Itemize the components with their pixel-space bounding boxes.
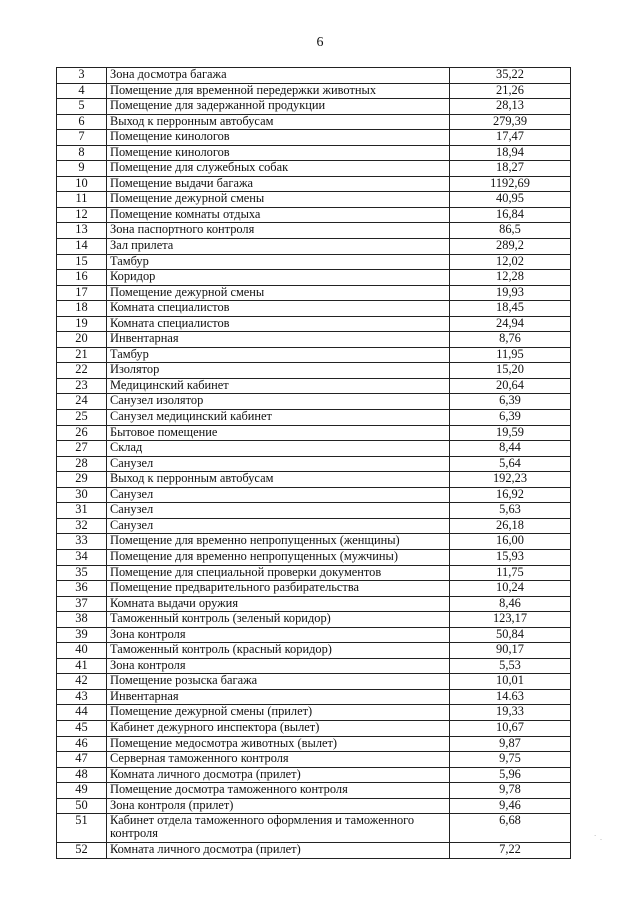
area-value-cell: 86,5 (450, 223, 571, 239)
area-value-cell: 9,78 (450, 783, 571, 799)
table-row (57, 643, 571, 659)
table-row (57, 425, 571, 441)
room-name-cell: Изолятор (107, 363, 450, 379)
row-number-cell: 3 (57, 68, 107, 84)
area-value-cell: 9,87 (450, 736, 571, 752)
area-value-cell: 6,39 (450, 410, 571, 426)
room-name-cell: Комната специалистов (107, 316, 450, 332)
room-name-cell: Помещение для специальной проверки документов (107, 565, 450, 581)
room-name-cell: Зона контроля (107, 627, 450, 643)
table-row (57, 627, 571, 643)
room-name-cell: Зал прилета (107, 239, 450, 255)
row-number-cell: 8 (57, 145, 107, 161)
row-number-cell: 37 (57, 596, 107, 612)
area-value-cell: 6,39 (450, 394, 571, 410)
row-number-cell: 4 (57, 83, 107, 99)
rooms-table (56, 67, 571, 859)
table-row (57, 161, 571, 177)
table-row (57, 612, 571, 628)
area-value-cell: 6,68 (450, 814, 571, 843)
room-name-cell: Инвентарная (107, 332, 450, 348)
row-number-cell: 22 (57, 363, 107, 379)
room-name-cell: Медицинский кабинет (107, 378, 450, 394)
table-row (57, 347, 571, 363)
table-row (57, 674, 571, 690)
row-number-cell: 19 (57, 316, 107, 332)
room-name-cell: Комната личного досмотра (прилет) (107, 767, 450, 783)
table-row (57, 394, 571, 410)
area-value-cell: 17,47 (450, 130, 571, 146)
row-number-cell: 13 (57, 223, 107, 239)
table-row (57, 441, 571, 457)
area-value-cell: 16,00 (450, 534, 571, 550)
row-number-cell: 14 (57, 239, 107, 255)
area-value-cell: 11,75 (450, 565, 571, 581)
table-row (57, 301, 571, 317)
area-value-cell: 10,01 (450, 674, 571, 690)
row-number-cell: 48 (57, 767, 107, 783)
row-number-cell: 23 (57, 378, 107, 394)
room-name-cell: Коридор (107, 270, 450, 286)
table-row (57, 767, 571, 783)
room-name-cell: Серверная таможенного контроля (107, 752, 450, 768)
row-number-cell: 44 (57, 705, 107, 721)
rooms-table-body (57, 68, 571, 859)
row-number-cell: 46 (57, 736, 107, 752)
area-value-cell: 1192,69 (450, 176, 571, 192)
area-value-cell: 9,46 (450, 798, 571, 814)
area-value-cell: 40,95 (450, 192, 571, 208)
room-name-cell: Санузел (107, 518, 450, 534)
row-number-cell: 29 (57, 472, 107, 488)
table-row (57, 332, 571, 348)
row-number-cell: 31 (57, 503, 107, 519)
table-row (57, 518, 571, 534)
table-row (57, 581, 571, 597)
area-value-cell: 35,22 (450, 68, 571, 84)
row-number-cell: 21 (57, 347, 107, 363)
area-value-cell: 90,17 (450, 643, 571, 659)
room-name-cell: Инвентарная (107, 689, 450, 705)
table-row (57, 843, 571, 859)
area-value-cell: 192,23 (450, 472, 571, 488)
area-value-cell: 15,93 (450, 549, 571, 565)
room-name-cell: Зона контроля (107, 658, 450, 674)
table-row (57, 130, 571, 146)
table-row (57, 503, 571, 519)
room-name-cell: Склад (107, 441, 450, 457)
table-row (57, 456, 571, 472)
room-name-cell: Помещение для служебных собак (107, 161, 450, 177)
area-value-cell: 11,95 (450, 347, 571, 363)
row-number-cell: 9 (57, 161, 107, 177)
table-row (57, 239, 571, 255)
table-row (57, 534, 571, 550)
area-value-cell: 14.63 (450, 689, 571, 705)
table-row (57, 783, 571, 799)
row-number-cell: 30 (57, 487, 107, 503)
row-number-cell: 52 (57, 843, 107, 859)
table-row (57, 285, 571, 301)
row-number-cell: 41 (57, 658, 107, 674)
row-number-cell: 40 (57, 643, 107, 659)
table-row (57, 814, 571, 843)
area-value-cell: 5,96 (450, 767, 571, 783)
row-number-cell: 6 (57, 114, 107, 130)
room-name-cell: Таможенный контроль (зеленый коридор) (107, 612, 450, 628)
table-row (57, 565, 571, 581)
table-row (57, 472, 571, 488)
table-row (57, 316, 571, 332)
row-number-cell: 49 (57, 783, 107, 799)
row-number-cell: 34 (57, 549, 107, 565)
table-row (57, 145, 571, 161)
room-name-cell: Санузел медицинский кабинет (107, 410, 450, 426)
room-name-cell: Помещение комнаты отдыха (107, 207, 450, 223)
table-row (57, 705, 571, 721)
row-number-cell: 47 (57, 752, 107, 768)
row-number-cell: 36 (57, 581, 107, 597)
area-value-cell: 8,76 (450, 332, 571, 348)
room-name-cell: Помещение дежурной смены (107, 192, 450, 208)
room-name-cell: Комната выдачи оружия (107, 596, 450, 612)
area-value-cell: 18,45 (450, 301, 571, 317)
room-name-cell: Помещение выдачи багажа (107, 176, 450, 192)
table-row (57, 596, 571, 612)
table-row (57, 658, 571, 674)
row-number-cell: 43 (57, 689, 107, 705)
row-number-cell: 45 (57, 720, 107, 736)
row-number-cell: 20 (57, 332, 107, 348)
row-number-cell: 28 (57, 456, 107, 472)
room-name-cell: Таможенный контроль (красный коридор) (107, 643, 450, 659)
table-row (57, 68, 571, 84)
table-row (57, 83, 571, 99)
room-name-cell: Зона контроля (прилет) (107, 798, 450, 814)
area-value-cell: 19,59 (450, 425, 571, 441)
area-value-cell: 50,84 (450, 627, 571, 643)
table-row (57, 192, 571, 208)
room-name-cell: Помещение для задержанной продукции (107, 99, 450, 115)
table-row (57, 720, 571, 736)
room-name-cell: Тамбур (107, 347, 450, 363)
area-value-cell: 16,92 (450, 487, 571, 503)
area-value-cell: 26,18 (450, 518, 571, 534)
area-value-cell: 8,44 (450, 441, 571, 457)
row-number-cell: 25 (57, 410, 107, 426)
row-number-cell: 42 (57, 674, 107, 690)
area-value-cell: 19,33 (450, 705, 571, 721)
row-number-cell: 39 (57, 627, 107, 643)
room-name-cell: Выход к перронным автобусам (107, 472, 450, 488)
table-row (57, 410, 571, 426)
room-name-cell: Помещение для временной передержки животных (107, 83, 450, 99)
area-value-cell: 289,2 (450, 239, 571, 255)
room-name-cell: Кабинет отдела таможенного оформления и таможенного контроля (107, 814, 450, 843)
table-row (57, 114, 571, 130)
row-number-cell: 10 (57, 176, 107, 192)
row-number-cell: 5 (57, 99, 107, 115)
row-number-cell: 26 (57, 425, 107, 441)
table-row (57, 254, 571, 270)
table-row (57, 99, 571, 115)
area-value-cell: 28,13 (450, 99, 571, 115)
row-number-cell: 12 (57, 207, 107, 223)
area-value-cell: 24,94 (450, 316, 571, 332)
room-name-cell: Тамбур (107, 254, 450, 270)
area-value-cell: 19,93 (450, 285, 571, 301)
area-value-cell: 279,39 (450, 114, 571, 130)
area-value-cell: 5,64 (450, 456, 571, 472)
area-value-cell: 12,02 (450, 254, 571, 270)
room-name-cell: Помещение кинологов (107, 145, 450, 161)
row-number-cell: 38 (57, 612, 107, 628)
room-name-cell: Санузел (107, 503, 450, 519)
row-number-cell: 27 (57, 441, 107, 457)
table-row (57, 689, 571, 705)
row-number-cell: 16 (57, 270, 107, 286)
room-name-cell: Помещение для временно непропущенных (мужчины) (107, 549, 450, 565)
room-name-cell: Комната специалистов (107, 301, 450, 317)
area-value-cell: 9,75 (450, 752, 571, 768)
room-name-cell: Бытовое помещение (107, 425, 450, 441)
row-number-cell: 32 (57, 518, 107, 534)
page-number: 6 (316, 35, 324, 50)
area-value-cell: 10,24 (450, 581, 571, 597)
table-row (57, 207, 571, 223)
room-name-cell: Выход к перронным автобусам (107, 114, 450, 130)
table-row (57, 378, 571, 394)
table-row (57, 752, 571, 768)
row-number-cell: 18 (57, 301, 107, 317)
area-value-cell: 15,20 (450, 363, 571, 379)
row-number-cell: 15 (57, 254, 107, 270)
area-value-cell: 18,94 (450, 145, 571, 161)
row-number-cell: 11 (57, 192, 107, 208)
row-number-cell: 50 (57, 798, 107, 814)
room-name-cell: Помещение досмотра таможенного контроля (107, 783, 450, 799)
room-name-cell: Зона паспортного контроля (107, 223, 450, 239)
area-value-cell: 10,67 (450, 720, 571, 736)
area-value-cell: 20,64 (450, 378, 571, 394)
area-value-cell: 18,27 (450, 161, 571, 177)
row-number-cell: 7 (57, 130, 107, 146)
row-number-cell: 51 (57, 814, 107, 843)
row-number-cell: 35 (57, 565, 107, 581)
area-value-cell: 8,46 (450, 596, 571, 612)
room-name-cell: Помещение кинологов (107, 130, 450, 146)
table-row (57, 736, 571, 752)
room-name-cell: Помещение предварительного разбирательства (107, 581, 450, 597)
table-row (57, 363, 571, 379)
room-name-cell: Помещение медосмотра животных (вылет) (107, 736, 450, 752)
area-value-cell: 123,17 (450, 612, 571, 628)
room-name-cell: Санузел (107, 456, 450, 472)
area-value-cell: 16,84 (450, 207, 571, 223)
room-name-cell: Кабинет дежурного инспектора (вылет) (107, 720, 450, 736)
table-row (57, 176, 571, 192)
row-number-cell: 33 (57, 534, 107, 550)
table-row (57, 798, 571, 814)
room-name-cell: Помещение дежурной смены (107, 285, 450, 301)
room-name-cell: Санузел (107, 487, 450, 503)
room-name-cell: Помещение дежурной смены (прилет) (107, 705, 450, 721)
table-row (57, 549, 571, 565)
table-row (57, 223, 571, 239)
room-name-cell: Помещение розыска багажа (107, 674, 450, 690)
room-name-cell: Зона досмотра багажа (107, 68, 450, 84)
scan-marks: ` . (594, 834, 603, 842)
room-name-cell: Комната личного досмотра (прилет) (107, 843, 450, 859)
table-row (57, 487, 571, 503)
area-value-cell: 5,63 (450, 503, 571, 519)
area-value-cell: 12,28 (450, 270, 571, 286)
room-name-cell: Помещение для временно непропущенных (женщины) (107, 534, 450, 550)
area-value-cell: 21,26 (450, 83, 571, 99)
row-number-cell: 17 (57, 285, 107, 301)
row-number-cell: 24 (57, 394, 107, 410)
area-value-cell: 7,22 (450, 843, 571, 859)
table-row (57, 270, 571, 286)
room-name-cell: Санузел изолятор (107, 394, 450, 410)
area-value-cell: 5,53 (450, 658, 571, 674)
